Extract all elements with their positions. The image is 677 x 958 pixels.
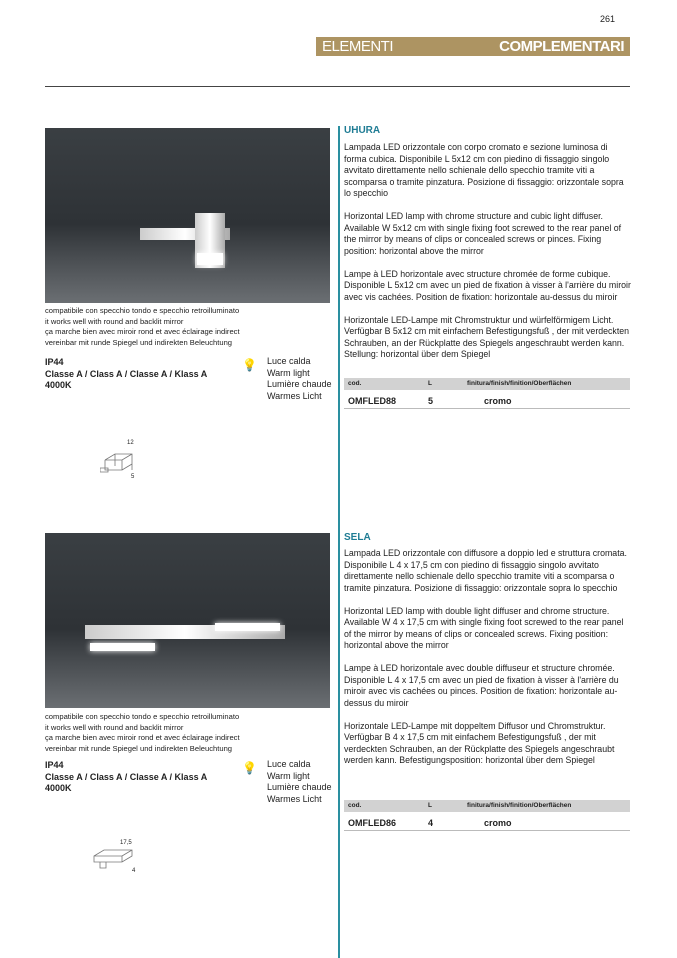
dim-width: 17,5 [120, 840, 132, 846]
desc-fr: Lampe à LED horizontale avec double diffuseur et structure chromée. Disponible L 4 x 17,5 cm avec un pied de fixation à visser à l'arrière du miroir avec vis cachées ou pinces. Position de fixation: horizontale au-dessus du miroir [344, 663, 619, 708]
light-type [267, 759, 332, 805]
table-header [344, 800, 630, 812]
light-type [267, 356, 332, 402]
compat-en: it works well with round and backlit mirror [45, 722, 184, 732]
product-title: SELA [344, 532, 371, 543]
desc-it: Lampada LED orizzontale con diffusore a doppio led e struttura cromata. Disponibile L 4 x 17,5 cm con piedino di fissaggio singolo avvitato direttamente nello schienale dello specchio tramite viti a scomparsa o tramite pinzatura. Posizione di fissaggio: orizzontale sopra lo specchio [344, 548, 627, 593]
section-title-right: COMPLEMENTARI [499, 38, 624, 55]
section-header-band [316, 37, 630, 56]
compat-de: vereinbar mit runde Spiegel und indirekten Beleuchtung [45, 743, 233, 753]
dimension-sketch-icon [100, 440, 145, 485]
product-photo-sela [45, 533, 330, 708]
desc-en: Horizontal LED lamp with chrome structure and cubic light diffuser. Available W 5x12 cm with single fixing foot screwed to the rear panel of the mirror by means of clips or concealed screws or pinces. Fixing position: horizontal above the mirror [344, 211, 622, 256]
color-temp: 4000K [45, 783, 72, 793]
lamp-light-left [90, 643, 155, 651]
compat-note [45, 712, 335, 754]
cell-cod: OMFLED88 [348, 396, 397, 406]
cell-finish: cromo [484, 396, 512, 406]
table-row [344, 818, 630, 831]
ip-rating: IP44 [45, 357, 64, 367]
specs [45, 357, 207, 392]
desc-de: Horizontale LED-Lampe mit doppeltem Diffusor und Chromstruktur. Verfügbar B 4 x 17,5 cm mit einfachem Befestigungsfuß , der mit verdeckten Schrauben, an der Rückplatte des Spiegels angeschraubt werden kann. Befestigungsposition: horizontal über dem Spiegel [344, 720, 615, 765]
bulb-icon: 💡 [242, 761, 257, 775]
col-finish: finitura/finish/finition/Oberflächen [467, 802, 572, 809]
desc-fr: Lampe à LED horizontale avec structure chromée de forme cubique. Disponible L 5x12 cm avec un pied de fixation à visser à l'arrière du miroir avec vis cachées. Position de fixation: horizontale au-dessus du miroir [344, 268, 631, 302]
ip-rating: IP44 [45, 760, 64, 770]
energy-class: Classe A / Class A / Classe A / Klass A [45, 771, 208, 782]
product-description [344, 548, 632, 778]
dim-depth: 4 [132, 868, 136, 874]
compat-en: it works well with round and backlit mirror [45, 316, 184, 326]
light-fr: Lumière chaude [267, 379, 332, 389]
specs [45, 760, 207, 795]
table-header [344, 378, 630, 390]
cell-l: 4 [428, 818, 434, 828]
product-description [344, 142, 632, 372]
compat-de: vereinbar mit runde Spiegel und indirekten Beleuchtung [45, 337, 233, 347]
compat-note [45, 306, 335, 348]
desc-it: Lampada LED orizzontale con corpo cromato e sezione luminosa di forma cubica. Disponibile L 5x12 cm con piedino di fissaggio singolo avvitato direttamente nello schienale dello specchio tramite viti a scomparsa o tramite pinzatura. Posizione di fissaggio: orizzontale sopra lo specchio [344, 142, 624, 198]
divider [45, 86, 630, 87]
dimension-drawing [92, 838, 142, 883]
color-temp: 4000K [45, 380, 72, 390]
energy-class: Classe A / Class A / Classe A / Klass A [45, 368, 208, 379]
col-finish: finitura/finish/finition/Oberflächen [467, 380, 572, 387]
col-cod: cod. [348, 802, 362, 809]
product-photo-uhura [45, 128, 330, 303]
desc-de: Horizontale LED-Lampe mit Chromstruktur und würfelförmigem Licht. Verfügbar B 5x12 cm mit einfachem Befestigungsfuß , der mit verdeckten Schrauben, an der Rückplatte des Spiegels angeschraubt werden kann. Stellung: horizontal über dem Spiegel [344, 314, 630, 359]
light-de: Warmes Licht [267, 390, 322, 401]
compat-fr: ça marche bien avec miroir rond et avec éclairage indirect [45, 733, 240, 742]
lamp-light-right [215, 623, 280, 631]
page-number: 261 [600, 14, 616, 24]
col-l: L [428, 802, 432, 809]
column-divider [338, 126, 340, 958]
col-cod: cod. [348, 380, 362, 387]
section-title-left: ELEMENTI [322, 38, 394, 55]
product-title: UHURA [344, 125, 381, 136]
table-row [344, 396, 630, 409]
cell-l: 5 [428, 396, 434, 406]
light-de: Warmes Licht [267, 793, 322, 804]
dim-width: 12 [127, 440, 134, 446]
dimension-drawing [100, 440, 145, 490]
col-l: L [428, 380, 432, 387]
bulb-icon: 💡 [242, 358, 257, 372]
cell-cod: OMFLED86 [348, 818, 397, 828]
compat-it: compatibile con specchio tondo e specchio retroilluminato [45, 306, 240, 315]
light-it: Luce calda [267, 356, 311, 366]
cell-finish: cromo [484, 818, 512, 828]
compat-it: compatibile con specchio tondo e specchio retroilluminato [45, 712, 240, 721]
light-en: Warm light [267, 770, 310, 781]
light-fr: Lumière chaude [267, 782, 332, 792]
desc-en: Horizontal LED lamp with double light diffuser and chrome structure. Available W 4 x 17,5 cm with single fixing foot screwed to the rear panel of the mirror by means of clips or concealed screws. Fixing position: horizontal above the mirror [344, 605, 624, 650]
light-en: Warm light [267, 367, 310, 378]
lamp-light [197, 253, 223, 265]
light-it: Luce calda [267, 759, 311, 769]
dim-depth: 5 [131, 474, 135, 480]
compat-fr: ça marche bien avec miroir rond et avec éclairage indirect [45, 327, 240, 336]
